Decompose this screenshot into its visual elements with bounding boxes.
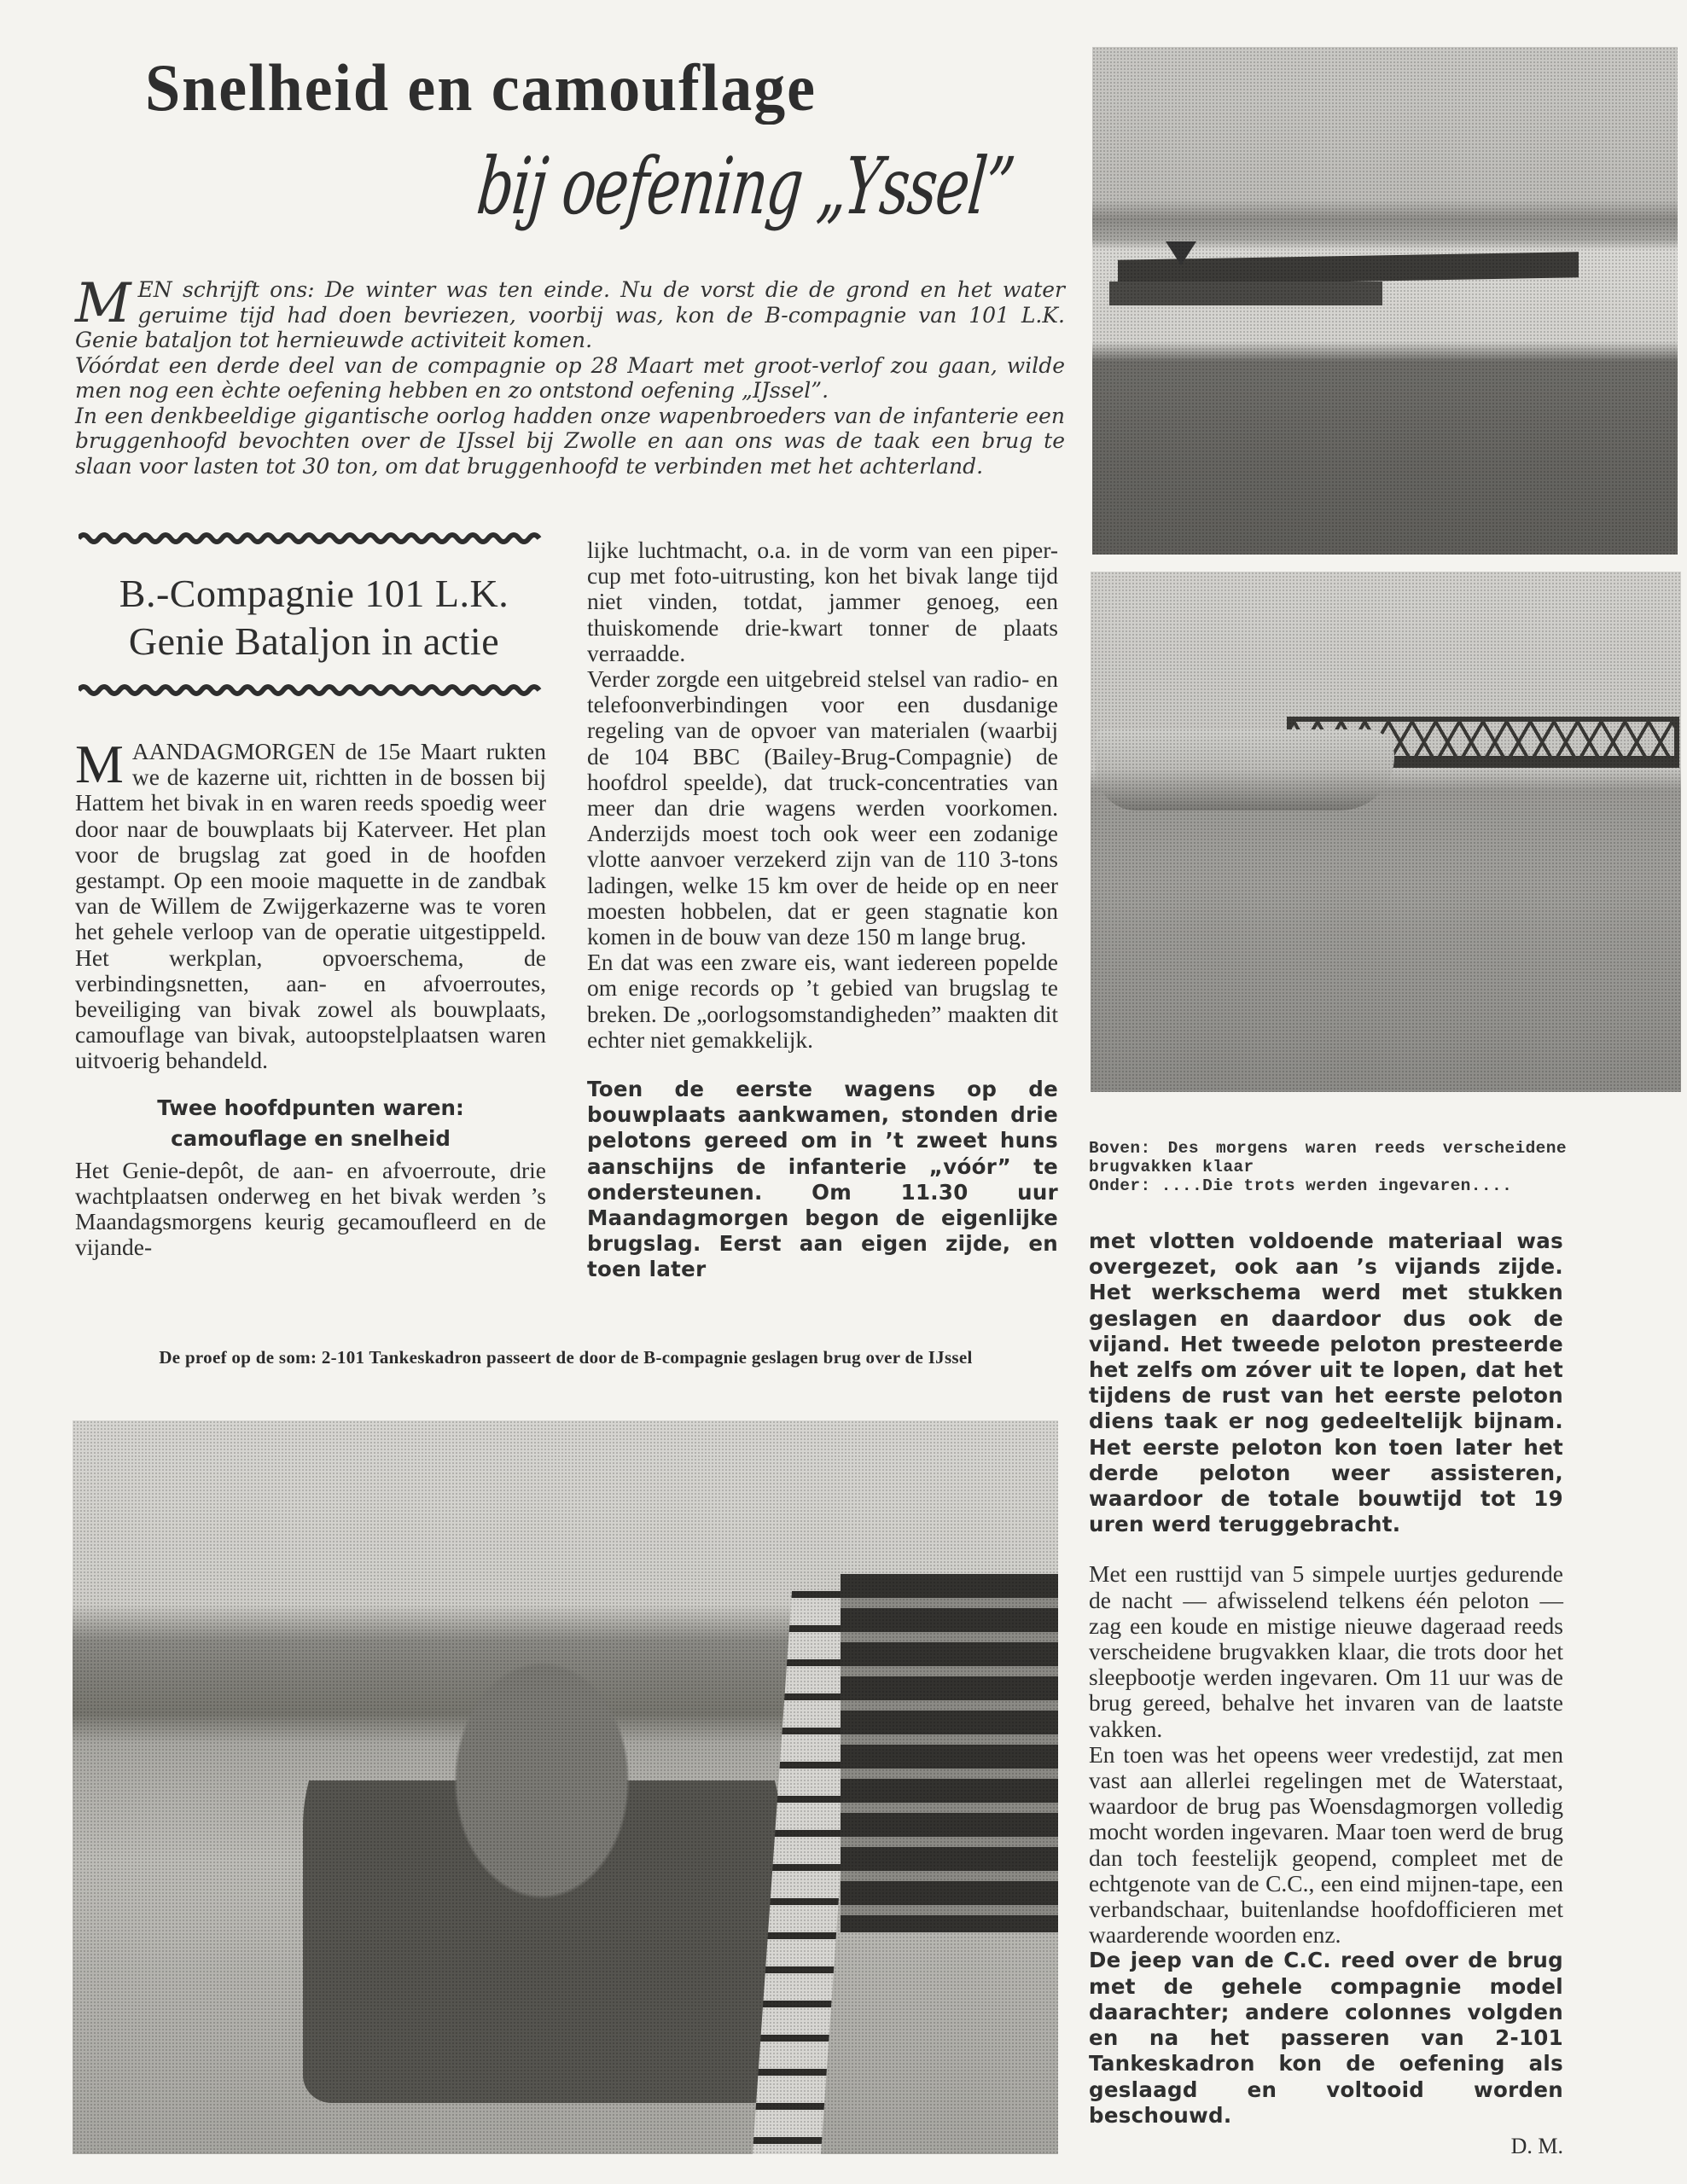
wavy-rule-top	[79, 531, 548, 546]
middle-paragraph-2: Verder zorgde een uitgebreid stelsel van radio- en telefoonverbindingen voor een dusdanige regeling van de opvoer van materialen (waarbij de 104 BBC (Bailey-Brug-Compagnie) de hoofdrol speelde), dat truck-concentraties van meer dan drie wagens werden voorkomen. Anderzijds moest toch ook weer een zodanige vlotte aanvoer verzekerd zijn van de 110 3-tons ladingen, welke 15 km over de heide op en neer moesten hobbelen, dat er geen stagnatie kon komen in de bouw van deze 150 m lange brug.	[587, 665, 1058, 950]
author-signature: D. M.	[1510, 2133, 1563, 2158]
body-dropcap: M	[75, 734, 124, 794]
middle-bold-paragraph: Toen de eerste wagens op de bouwplaats aankwamen, stonden drie pelotons gereed om in ’t zweet huns aanschijns de infanterie „vóór” te ondersteunen. Om 11.30 uur Maandagmorgen begon de eigenlijke brugslag. Eerst aan eigen zijde, en toen later	[587, 1077, 1058, 1282]
wavy-rule-bottom	[79, 682, 548, 698]
photo-tugboat-bridge	[1091, 572, 1681, 1092]
right-bold-paragraph-1: met vlotten voldoende materiaal was overgezet, ook aan ’s vijands zijde. Het werkschema werd met stukken geslagen en daardoor dus ook de vijand. Het tweede peloton presteerde het zelfs om zóver uit te lopen, dat het tijdens de rust van het eerste peloton diens taak er nog gedeeltelijk bijnam. Het eerste peloton kon toen later het derde peloton weer assisteren, waardoor de totale bouwtijd tot 19 uren werd teruggebracht.	[1089, 1228, 1563, 1537]
intro-paragraph-1: MEN schrijft ons: De winter was ten einde. Nu de vorst die de grond en het water geruime tijd had doen bevriezen, voorbij was, kon de B-compagnie van 101 L.K. Genie bataljon tot hernieuwde activiteit komen.	[75, 272, 1065, 352]
intro-dropcap: M	[75, 272, 131, 335]
article-intro	[75, 272, 1065, 479]
article-subtitle: bij oefening „Yssel”	[473, 141, 1018, 232]
photo-tank-crossing	[73, 1420, 1058, 2154]
photo-bridge-sections	[1092, 47, 1678, 555]
middle-paragraph-1: lijke luchtmacht, o.a. in de vorm van een piper-cup met foto-uitrusting, kon het bivak lange tijd niet vinden, totdat, jammer genoeg, een thuiskomende drie-kwart tonner de plaats verraadde.	[587, 537, 1058, 666]
minor-heading: Twee hoofdpunten waren: camouflage en snelheid	[157, 1095, 464, 1151]
right-paragraph-3: En toen was het opeens weer vredestijd, zat men vast aan allerlei regelingen met de Waterstaat, waardoor de brug pas Woensdagmorgen volledig mocht worden ingevaren. Maar toen werd de brug dan toch feestelijk geopend, compleet met de echtgenote van de C.C., een eind mijnen-tape, een verbandschaar, buitenlandse hoofdofficieren met waarderende woorden enz.	[1089, 1740, 1563, 1949]
right-paragraph-2: Met een rusttijd van 5 simpele uurtjes gedurende de nacht — afwisselend telkens één peloton — zag een koude en mistige nieuwe dageraad reeds verscheidene brugvakken klaar, die trots door het sleepbootje werden ingevaren. Om 11 uur was de brug gereed, behalve het invaren van de laatste vakken.	[1089, 1560, 1563, 1742]
middle-paragraph-3: En dat was een zware eis, want iedereen popelde om enige records op ’t gebied van brugslag te breken. De „oorlogsomstandigheden” maakten dit echter niet gemakkelijk.	[587, 949, 1058, 1053]
left-column	[75, 734, 546, 1261]
intro-paragraph-3: In een denkbeeldige gigantische oorlog hadden onze wapenbroeders van de infanterie een bruggenhoofd bevochten over de IJssel bij Zwolle en aan ons was de taak een brug te slaan voor lasten tot 30 ton, om dat bruggenhoofd te verbinden met het achterland.	[75, 403, 1065, 479]
right-column	[1089, 1228, 1563, 2159]
left-paragraph-2: Het Genie-depôt, de aan- en afvoerroute, drie wachtplaatsen onderweg en het bivak werden ’s Maandagsmorgens keurig gecamoufleerd en de vijande-	[75, 1156, 546, 1261]
photo-caption-right: Boven: Des morgens waren reeds verscheidene brugvakken klaar Onder: ....Die trots werden ingevaren....	[1089, 1139, 1567, 1195]
left-paragraph-1: MAANDAGMORGEN de 15e Maart rukten we de kazerne uit, richtten in de bossen bij Hattem het bivak in en waren reeds spoedig weer door naar de bouwplaats bij Katerveer. Het plan voor de brugslag zat goed in de hoofden gestampt. Op een mooie maquette in de zandbak van de Willem de Zwijgerkazerne was te voren het gehele verloop van de operatie uitgestippeld. Het werkplan, opvoerschema, de verbindingsnetten, aan- en afvoerroutes, beveiliging van bivak zowel als bouwplaats, camouflage van bivak, autoopstelplaatsen waren uitvoerig behandeld.	[75, 734, 546, 1074]
middle-column	[587, 537, 1058, 1283]
intro-paragraph-2: Vóórdat een derde deel van de compagnie op 28 Maart met groot-verlof zou gaan, wilde men nog een èchte oefening hebben en zo ontstond oefening „IJssel”.	[75, 352, 1065, 403]
right-bold-paragraph-4: De jeep van de C.C. reed over de brug met de gehele compagnie model daarachter; andere colonnes volgden en na het passeren van 2-101 Tankeskadron kon de oefening als geslaagd en voltooid worden beschouwd.	[1089, 1948, 1563, 2128]
photo-caption-tank: De proef op de som: 2-101 Tankeskadron passeert de door de B-compagnie geslagen brug over de IJssel	[159, 1347, 973, 1368]
section-title: B.-Compagnie 101 L.K. Genie Bataljon in actie	[119, 572, 509, 663]
article-title: Snelheid en camouflage	[145, 50, 817, 125]
